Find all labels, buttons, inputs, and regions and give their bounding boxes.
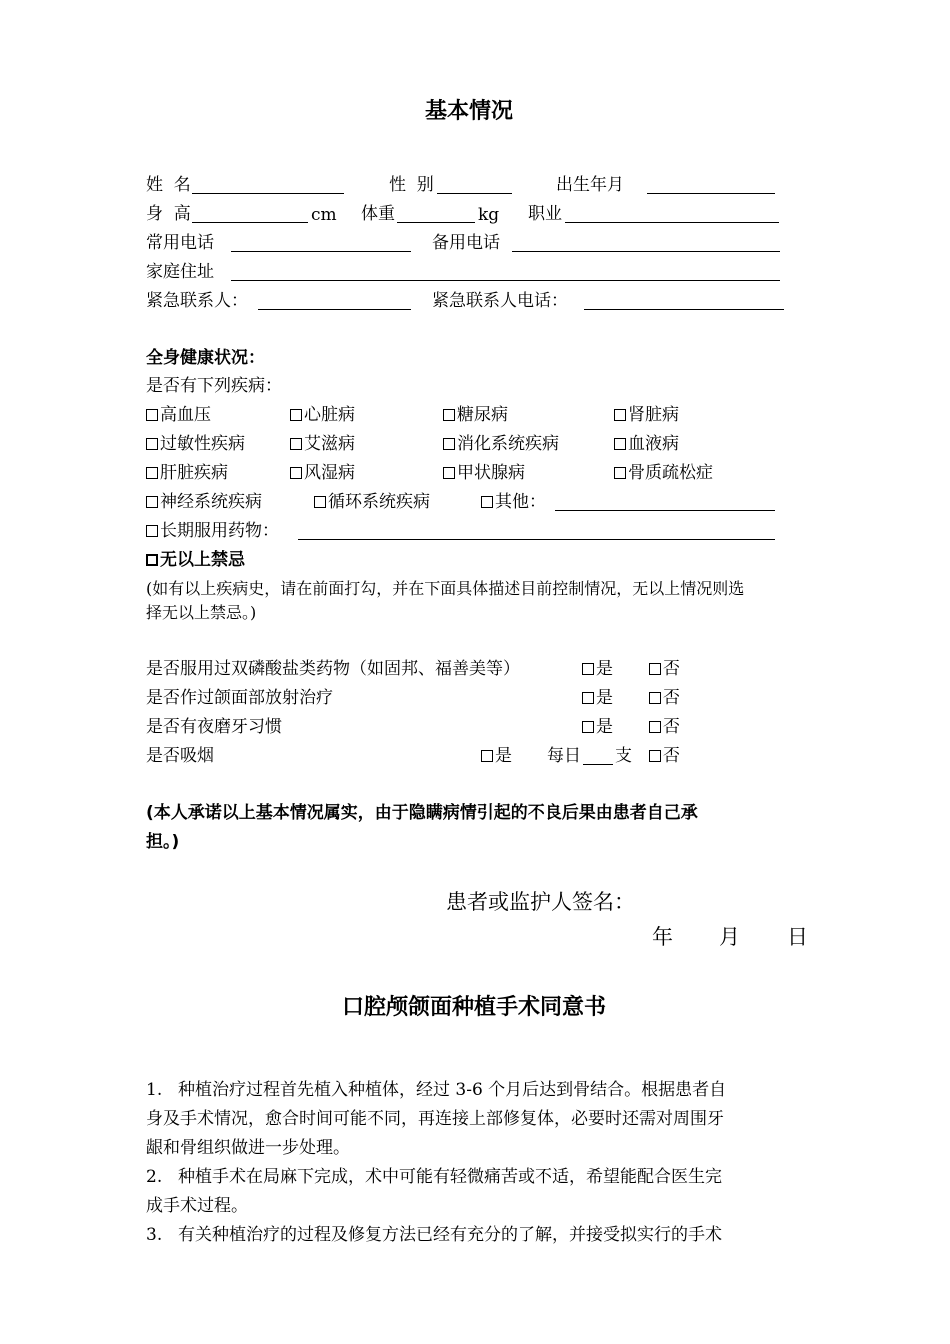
- weight-label: 体重: [361, 204, 395, 224]
- checkbox-hypertension[interactable]: [146, 407, 211, 424]
- q1-yes[interactable]: [582, 661, 613, 678]
- date-year: 年: [652, 925, 673, 949]
- checkbox-icon: [443, 409, 455, 421]
- emergency-label: 紧急联系人：: [146, 291, 248, 311]
- phone2-label: 备用电话: [432, 233, 500, 253]
- no-label: 否: [663, 688, 680, 708]
- date-day: 日: [787, 925, 808, 949]
- disease-label: 肝脏疾病: [160, 463, 228, 483]
- item-1-line-3: 龈和骨组织做进一步处理。: [146, 1138, 350, 1158]
- checkbox-icon: [481, 750, 493, 762]
- checkbox-digestive[interactable]: [443, 436, 559, 453]
- phone-label: 常用电话: [146, 233, 214, 253]
- no-label: 否: [663, 659, 680, 679]
- job-label: 职业: [528, 204, 562, 224]
- disease-label: 骨质疏松症: [628, 463, 713, 483]
- emergency-phone-field[interactable]: [584, 309, 784, 310]
- signature-label: 患者或监护人签名：: [446, 890, 635, 914]
- checkbox-icon: [582, 721, 594, 733]
- q2-yes[interactable]: [582, 690, 613, 707]
- item-3-line-1: 有关种植治疗的过程及修复方法已经有充分的了解，并接受拟实行的手术: [178, 1225, 722, 1245]
- checkbox-icon: [146, 496, 158, 508]
- disease-label: 循环系统疾病: [328, 492, 430, 512]
- q3-yes[interactable]: [582, 719, 613, 736]
- checkbox-icon: [146, 525, 158, 537]
- weight-unit: kg: [478, 205, 500, 225]
- height-unit: cm: [311, 205, 337, 225]
- checkbox-icon: [582, 663, 594, 675]
- checkbox-none[interactable]: [146, 552, 245, 569]
- checkbox-circulatory[interactable]: [314, 494, 430, 511]
- disease-label: 风湿病: [304, 463, 355, 483]
- phone2-field[interactable]: [512, 251, 780, 252]
- yes-label: 是: [495, 746, 512, 766]
- weight-field[interactable]: [397, 222, 475, 223]
- item-1-number: 1.: [146, 1080, 163, 1100]
- meds-field[interactable]: [298, 539, 775, 540]
- disease-label: 消化系统疾病: [457, 434, 559, 454]
- disease-label: 高血压: [160, 405, 211, 425]
- checkbox-icon: [146, 409, 158, 421]
- yes-label: 是: [596, 688, 613, 708]
- pledge-line-2: 担。): [146, 832, 180, 852]
- checkbox-icon: [443, 467, 455, 479]
- health-note-1: (如有以上疾病史，请在前面打勾，并在下面具体描述目前控制情况，无以上情况则选: [146, 579, 745, 598]
- disease-label: 血液病: [628, 434, 679, 454]
- daily-suffix: 支: [615, 746, 632, 766]
- q2-no[interactable]: [649, 690, 680, 707]
- checkbox-neuro[interactable]: [146, 494, 262, 511]
- checkbox-icon: [614, 467, 626, 479]
- gender-field[interactable]: [437, 193, 512, 194]
- checkbox-liver[interactable]: [146, 465, 228, 482]
- job-field[interactable]: [565, 222, 779, 223]
- height-field[interactable]: [192, 222, 308, 223]
- checkbox-diabetes[interactable]: [443, 407, 508, 424]
- checkbox-icon: [290, 438, 302, 450]
- checkbox-icon: [146, 467, 158, 479]
- checkbox-allergy[interactable]: [146, 436, 245, 453]
- name-field[interactable]: [192, 193, 344, 194]
- yes-label: 是: [596, 717, 613, 737]
- checkbox-blood[interactable]: [614, 436, 679, 453]
- checkbox-icon: [614, 438, 626, 450]
- checkbox-icon: [146, 554, 158, 566]
- checkbox-heart[interactable]: [290, 407, 355, 424]
- checkbox-icon: [649, 692, 661, 704]
- item-1-line-2: 身及手术情况，愈合时间可能不同，再连接上部修复体，必要时还需对周围牙: [146, 1109, 724, 1129]
- q4-no[interactable]: [649, 748, 680, 765]
- disease-label: 心脏病: [304, 405, 355, 425]
- name-label: 姓 名: [146, 175, 191, 195]
- checkbox-icon: [649, 721, 661, 733]
- checkbox-icon: [290, 467, 302, 479]
- item-3-number: 3.: [146, 1225, 163, 1245]
- meds-label: 长期服用药物：: [160, 521, 279, 541]
- height-label: 身 高: [146, 204, 191, 224]
- date-month: 月: [719, 925, 740, 949]
- checkbox-long-term-meds[interactable]: [146, 523, 279, 540]
- question-smoking: 是否吸烟: [146, 746, 214, 766]
- address-field[interactable]: [231, 280, 780, 281]
- phone-field[interactable]: [231, 251, 411, 252]
- disease-label: 过敏性疾病: [160, 434, 245, 454]
- disease-label: 神经系统疾病: [160, 492, 262, 512]
- birth-label: 出生年月: [556, 175, 624, 195]
- none-label: 无以上禁忌: [160, 550, 245, 570]
- checkbox-icon: [146, 438, 158, 450]
- health-heading: 全身健康状况：: [146, 348, 265, 368]
- disease-question: 是否有下列疾病：: [146, 376, 282, 396]
- item-2-number: 2.: [146, 1167, 163, 1187]
- health-note-2: 择无以上禁忌。): [146, 603, 257, 622]
- checkbox-icon: [582, 692, 594, 704]
- birth-field[interactable]: [647, 193, 775, 194]
- item-2-line-1: 种植手术在局麻下完成，术中可能有轻微痛苦或不适，希望能配合医生完: [178, 1167, 722, 1187]
- question-radiation: 是否作过颌面部放射治疗: [146, 688, 333, 708]
- q3-no[interactable]: [649, 719, 680, 736]
- no-label: 否: [663, 717, 680, 737]
- address-label: 家庭住址: [146, 262, 214, 282]
- no-label: 否: [663, 746, 680, 766]
- checkbox-osteoporosis[interactable]: [614, 465, 713, 482]
- emergency-field[interactable]: [258, 309, 411, 310]
- checkbox-icon: [614, 409, 626, 421]
- checkbox-kidney[interactable]: [614, 407, 679, 424]
- checkbox-icon: [649, 663, 661, 675]
- yes-label: 是: [596, 659, 613, 679]
- daily-count-field[interactable]: [583, 764, 613, 765]
- checkbox-icon: [443, 438, 455, 450]
- question-bruxism: 是否有夜磨牙习惯: [146, 717, 282, 737]
- consent-title: 口腔颅颌面种植手术同意书: [342, 995, 607, 1020]
- other-field[interactable]: [555, 510, 775, 511]
- checkbox-rheumatism[interactable]: [290, 465, 355, 482]
- checkbox-icon: [290, 409, 302, 421]
- q1-no[interactable]: [649, 661, 680, 678]
- gender-label: 性 别: [389, 175, 434, 195]
- disease-label: 其他：: [495, 492, 546, 512]
- item-2-line-2: 成手术过程。: [146, 1196, 248, 1216]
- disease-label: 肾脏病: [628, 405, 679, 425]
- question-bisphosphonate: 是否服用过双磷酸盐类药物（如固邦、福善美等）: [146, 659, 520, 679]
- checkbox-icon: [481, 496, 493, 508]
- q4-yes[interactable]: [481, 748, 512, 765]
- disease-label: 艾滋病: [304, 434, 355, 454]
- disease-label: 甲状腺病: [457, 463, 525, 483]
- checkbox-icon: [314, 496, 326, 508]
- checkbox-other[interactable]: [481, 494, 546, 511]
- pledge-line-1: (本人承诺以上基本情况属实，由于隐瞒病情引起的不良后果由患者自己承: [146, 803, 698, 823]
- checkbox-thyroid[interactable]: [443, 465, 525, 482]
- item-1-line-1: 种植治疗过程首先植入种植体，经过 3-6 个月后达到骨结合。根据患者自: [178, 1080, 727, 1100]
- emergency-phone-label: 紧急联系人电话：: [432, 291, 568, 311]
- disease-label: 糖尿病: [457, 405, 508, 425]
- checkbox-icon: [649, 750, 661, 762]
- daily-prefix: 每日: [547, 746, 581, 766]
- page-title: 基本情况: [425, 99, 514, 124]
- checkbox-aids[interactable]: [290, 436, 355, 453]
